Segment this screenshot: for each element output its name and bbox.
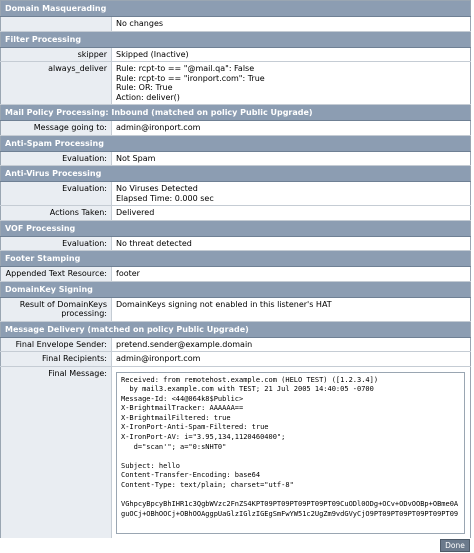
row-label: Appended Text Resource: (1, 267, 112, 282)
section-header (1, 166, 471, 182)
row-label: Final Envelope Sender: (1, 337, 112, 352)
row-label: skipper (1, 47, 112, 62)
value-line: footer (116, 269, 140, 278)
row-label: Final Recipients: (1, 352, 112, 367)
message-line: by mail3.example.com with TEST; 21 Jul 2005 14:40:05 -0700 (121, 385, 374, 394)
section-title: Message Delivery (matched on policy Public Upgrade) (1, 321, 471, 337)
row-value (112, 151, 471, 166)
final-message-cell (112, 366, 471, 539)
trace-row (1, 121, 471, 136)
section-header (1, 31, 471, 47)
message-line: Content-Type: text/plain; charset="utf-8" (121, 481, 294, 490)
value-line: pretend.sender@example.domain (116, 339, 253, 349)
section-title: Filter Processing (1, 31, 471, 47)
trace-row (1, 182, 471, 206)
section-header (1, 1, 471, 17)
message-line: Received: from remotehost.example.com (HELO TEST) ([1.2.3.4]) (121, 375, 379, 384)
value-line: No changes (116, 19, 164, 28)
row-value (112, 267, 471, 282)
section-header (1, 251, 471, 267)
row-label: Evaluation: (1, 151, 112, 166)
footer-bar (0, 538, 474, 553)
value-line: No threat detected (116, 238, 192, 248)
row-label: always_deliver (1, 62, 112, 105)
row-value (112, 182, 471, 206)
value-line: Skipped (Inactive) (116, 49, 189, 59)
value-line: Action: deliver() (116, 92, 180, 102)
section-header (1, 321, 471, 337)
message-line: X-BrightmailFiltered: true (121, 413, 231, 422)
trace-results-body (1, 1, 471, 540)
section-title: Mail Policy Processing: Inbound (matched on policy Public Upgrade) (1, 105, 471, 121)
row-value (112, 17, 471, 32)
section-header (1, 135, 471, 151)
trace-row (1, 206, 471, 221)
row-value (112, 337, 471, 352)
trace-row (1, 297, 471, 321)
trace-row (1, 47, 471, 62)
row-label: Evaluation: (1, 182, 112, 206)
value-line: Rule: rcpt-to == "ironport.com": True (116, 73, 265, 83)
final-message-label: Final Message: (1, 366, 112, 539)
value-line: admin@ironport.com (116, 354, 201, 363)
row-value (112, 236, 471, 251)
final-message-row (1, 366, 471, 539)
section-title: Domain Masquerading (1, 1, 471, 17)
message-line: Content-Transfer-Encoding: base64 (121, 471, 261, 480)
row-value (112, 121, 471, 136)
message-line (121, 452, 460, 462)
done-button[interactable]: Done (440, 539, 470, 552)
final-message-textbox[interactable] (116, 372, 465, 534)
message-line: d="scan'"; a="0:sNHT0" (121, 442, 227, 451)
trace-row (1, 17, 471, 32)
section-header (1, 220, 471, 236)
message-line: X-IronPort-AV: i="3.95,134,1120460400"; (121, 433, 286, 442)
value-line: Elapsed Time: 0.000 sec (116, 193, 214, 203)
trace-row (1, 151, 471, 166)
row-label: Message going to: (1, 121, 112, 136)
row-label: Evaluation: (1, 236, 112, 251)
row-value (112, 62, 471, 105)
trace-row (1, 267, 471, 282)
trace-row (1, 62, 471, 105)
value-line: admin@ironport.com (116, 123, 201, 132)
value-line: Rule: OR: True (116, 83, 173, 92)
row-label: Result of DomainKeys processing: (1, 297, 112, 321)
message-line: Subject: hello (121, 461, 181, 470)
section-header (1, 105, 471, 121)
row-value (112, 206, 471, 221)
message-line: X-IronPort-Anti-Spam-Filtered: true (121, 423, 269, 432)
trace-row (1, 236, 471, 251)
value-line: Not Spam (116, 153, 156, 163)
trace-row (1, 352, 471, 367)
message-line: VGhpcyBpcyBhIHR1c3QgbWVzc2FnZS4KPT09PT09PT09PT09PT09CuODl0ODg+OCv+ODvOOBp+OBme0A (121, 500, 459, 509)
row-label: Actions Taken: (1, 206, 112, 221)
message-line: X-BrightmailTracker: AAAAAA== (121, 404, 244, 413)
section-title: Anti-Spam Processing (1, 135, 471, 151)
section-title: VOF Processing (1, 220, 471, 236)
row-value (112, 47, 471, 62)
value-line: Delivered (116, 208, 155, 217)
value-line: No Viruses Detected (116, 184, 198, 193)
section-title: Footer Stamping (1, 251, 471, 267)
row-value (112, 352, 471, 367)
row-label (1, 17, 112, 32)
message-line (121, 491, 460, 501)
section-title: Anti-Virus Processing (1, 166, 471, 182)
trace-row (1, 337, 471, 352)
value-line: DomainKeys signing not enabled in this listener's HAT (116, 299, 332, 309)
value-line: Rule: rcpt-to == "@mail.qa": False (116, 64, 255, 73)
row-value (112, 297, 471, 321)
message-line: guOCj+OBhOOCj+OBhOOAggpUaGlzIGlzIGEgSmFwYW51c2UgZm9vdGVyCjO9PT09PT09PT09PT09PT09 (121, 509, 459, 518)
section-header (1, 281, 471, 297)
section-title: DomainKey Signing (1, 281, 471, 297)
message-line: Message-Id: <44@064k8$Public> (121, 394, 244, 403)
